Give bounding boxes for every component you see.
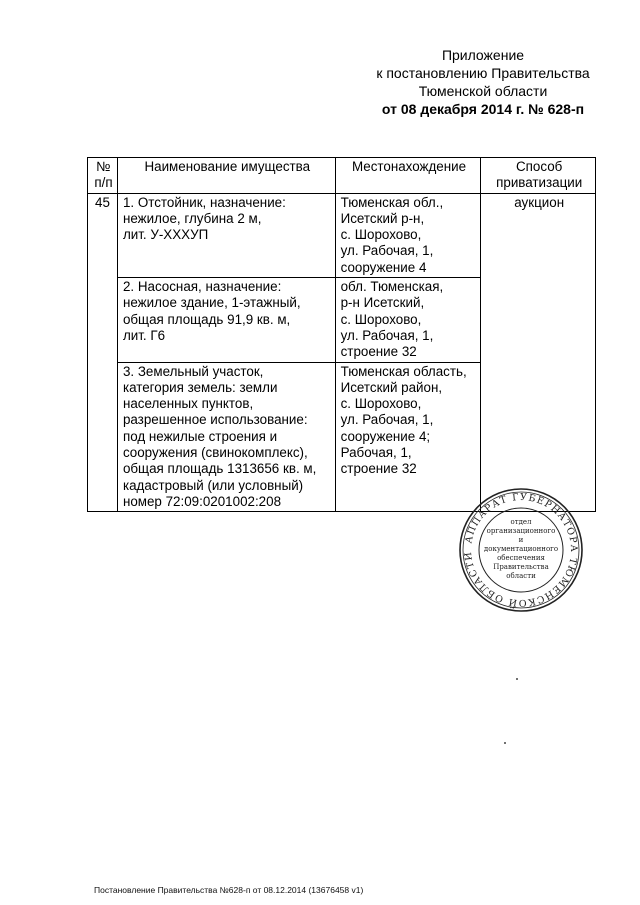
scan-speck — [516, 678, 518, 680]
document-header — [330, 46, 636, 118]
stamp-center-line: области — [506, 572, 536, 580]
header-num: № п/п — [88, 158, 118, 194]
decree-reference: к постановлению Правительства — [376, 65, 590, 81]
stamp-center-line: Правительства — [493, 563, 549, 571]
stamp-center-line: и — [518, 536, 524, 544]
privatization-method: аукцион — [481, 193, 596, 512]
document-footer: Постановление Правительства №628-п от 08.12.2014 (13676458 v1) — [94, 885, 364, 895]
table-row — [88, 193, 596, 277]
region-name: Тюменской области — [418, 83, 548, 99]
item-name-cell: 2. Насосная, назначение: нежилое здание, 1-этажный, общая площадь 91,9 кв. м, лит. Г6 — [117, 278, 335, 362]
stamp-ring-text: АППАРАТ ГУБЕРНАТОРА ТЮМЕНСКОЙ ОБЛАСТИ — [462, 491, 580, 609]
item-location-cell: Тюменская область, Исетский район, с. Шорохово, ул. Рабочая, 1, сооружение 4; Рабочая, 1, строение 32 — [335, 362, 481, 512]
item-name-cell: 3. Земельный участок, категория земель: земли населенных пунктов, разрешенное использование: под нежилые строения и сооружения (свинокомплекс), общая площадь 1313656 кв. м, кадастровый (или условный) номер 72:09:0201002:208 — [117, 362, 335, 512]
row-number: 45 — [88, 193, 118, 512]
item-location-cell: Тюменская обл., Исетский р-н, с. Шорохово, ул. Рабочая, 1, сооружение 4 — [335, 193, 481, 277]
item-location-cell: обл. Тюменская, р-н Исетский, с. Шорохово, ул. Рабочая, 1, строение 32 — [335, 278, 481, 362]
scan-speck — [504, 742, 506, 744]
table-header-row — [88, 158, 596, 194]
item-name-cell: 1. Отстойник, назначение: нежилое, глубина 2 м, лит. У-XXXУП — [117, 193, 335, 277]
official-stamp — [458, 487, 584, 613]
stamp-center-line: организационного — [486, 527, 556, 535]
header-location: Местонахождение — [335, 158, 481, 194]
decree-date-number: от 08 декабря 2014 г. № 628-п — [381, 101, 585, 117]
stamp-center-line: документационного — [483, 545, 559, 553]
header-method: Способ приватизации — [481, 158, 596, 194]
property-table — [87, 157, 596, 512]
appendix-label: Приложение — [441, 47, 525, 63]
stamp-center-line: отдел — [510, 518, 532, 526]
header-name: Наименование имущества — [117, 158, 335, 194]
stamp-seal-icon — [458, 487, 584, 613]
stamp-center-line: обеспечения — [497, 554, 545, 562]
